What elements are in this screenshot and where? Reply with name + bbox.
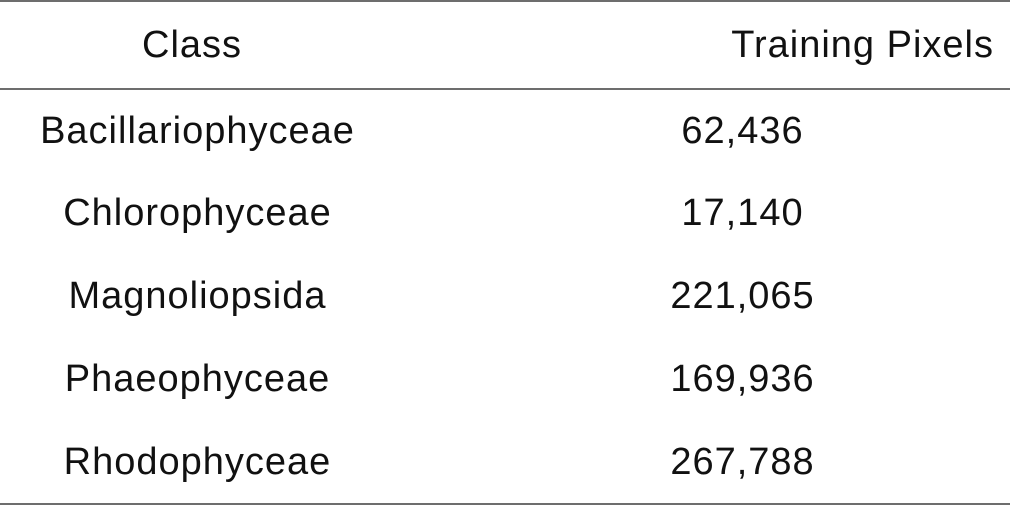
row-class-cell: Chlorophyceae [63,192,332,234]
row-class-cell: Rhodophyceae [0,421,395,504]
row-class-cell: Phaeophyceae [64,358,331,400]
row-training-pixels-cell: 169,936 [670,358,815,400]
table-row [0,255,1010,338]
row-class-cell: Bacillariophyceae [40,109,355,152]
table-row [0,421,1010,504]
header-row [0,1,1010,89]
row-training-pixels-cell: 62,436 [681,109,804,152]
table-row [0,172,1010,255]
row-training-pixels-cell: 17,140 [681,192,804,234]
table-row [0,338,1010,421]
row-training-pixels-cell: 221,065 [670,275,815,317]
table-body [0,89,1010,504]
row-training-pixels-cell: 267,788 [395,421,1010,504]
table-row [0,89,1010,172]
table-header [0,1,1010,89]
header-class: Class [0,1,395,89]
header-training-pixels: Training Pixels [395,1,1010,89]
row-class-cell: Magnoliopsida [68,275,327,317]
